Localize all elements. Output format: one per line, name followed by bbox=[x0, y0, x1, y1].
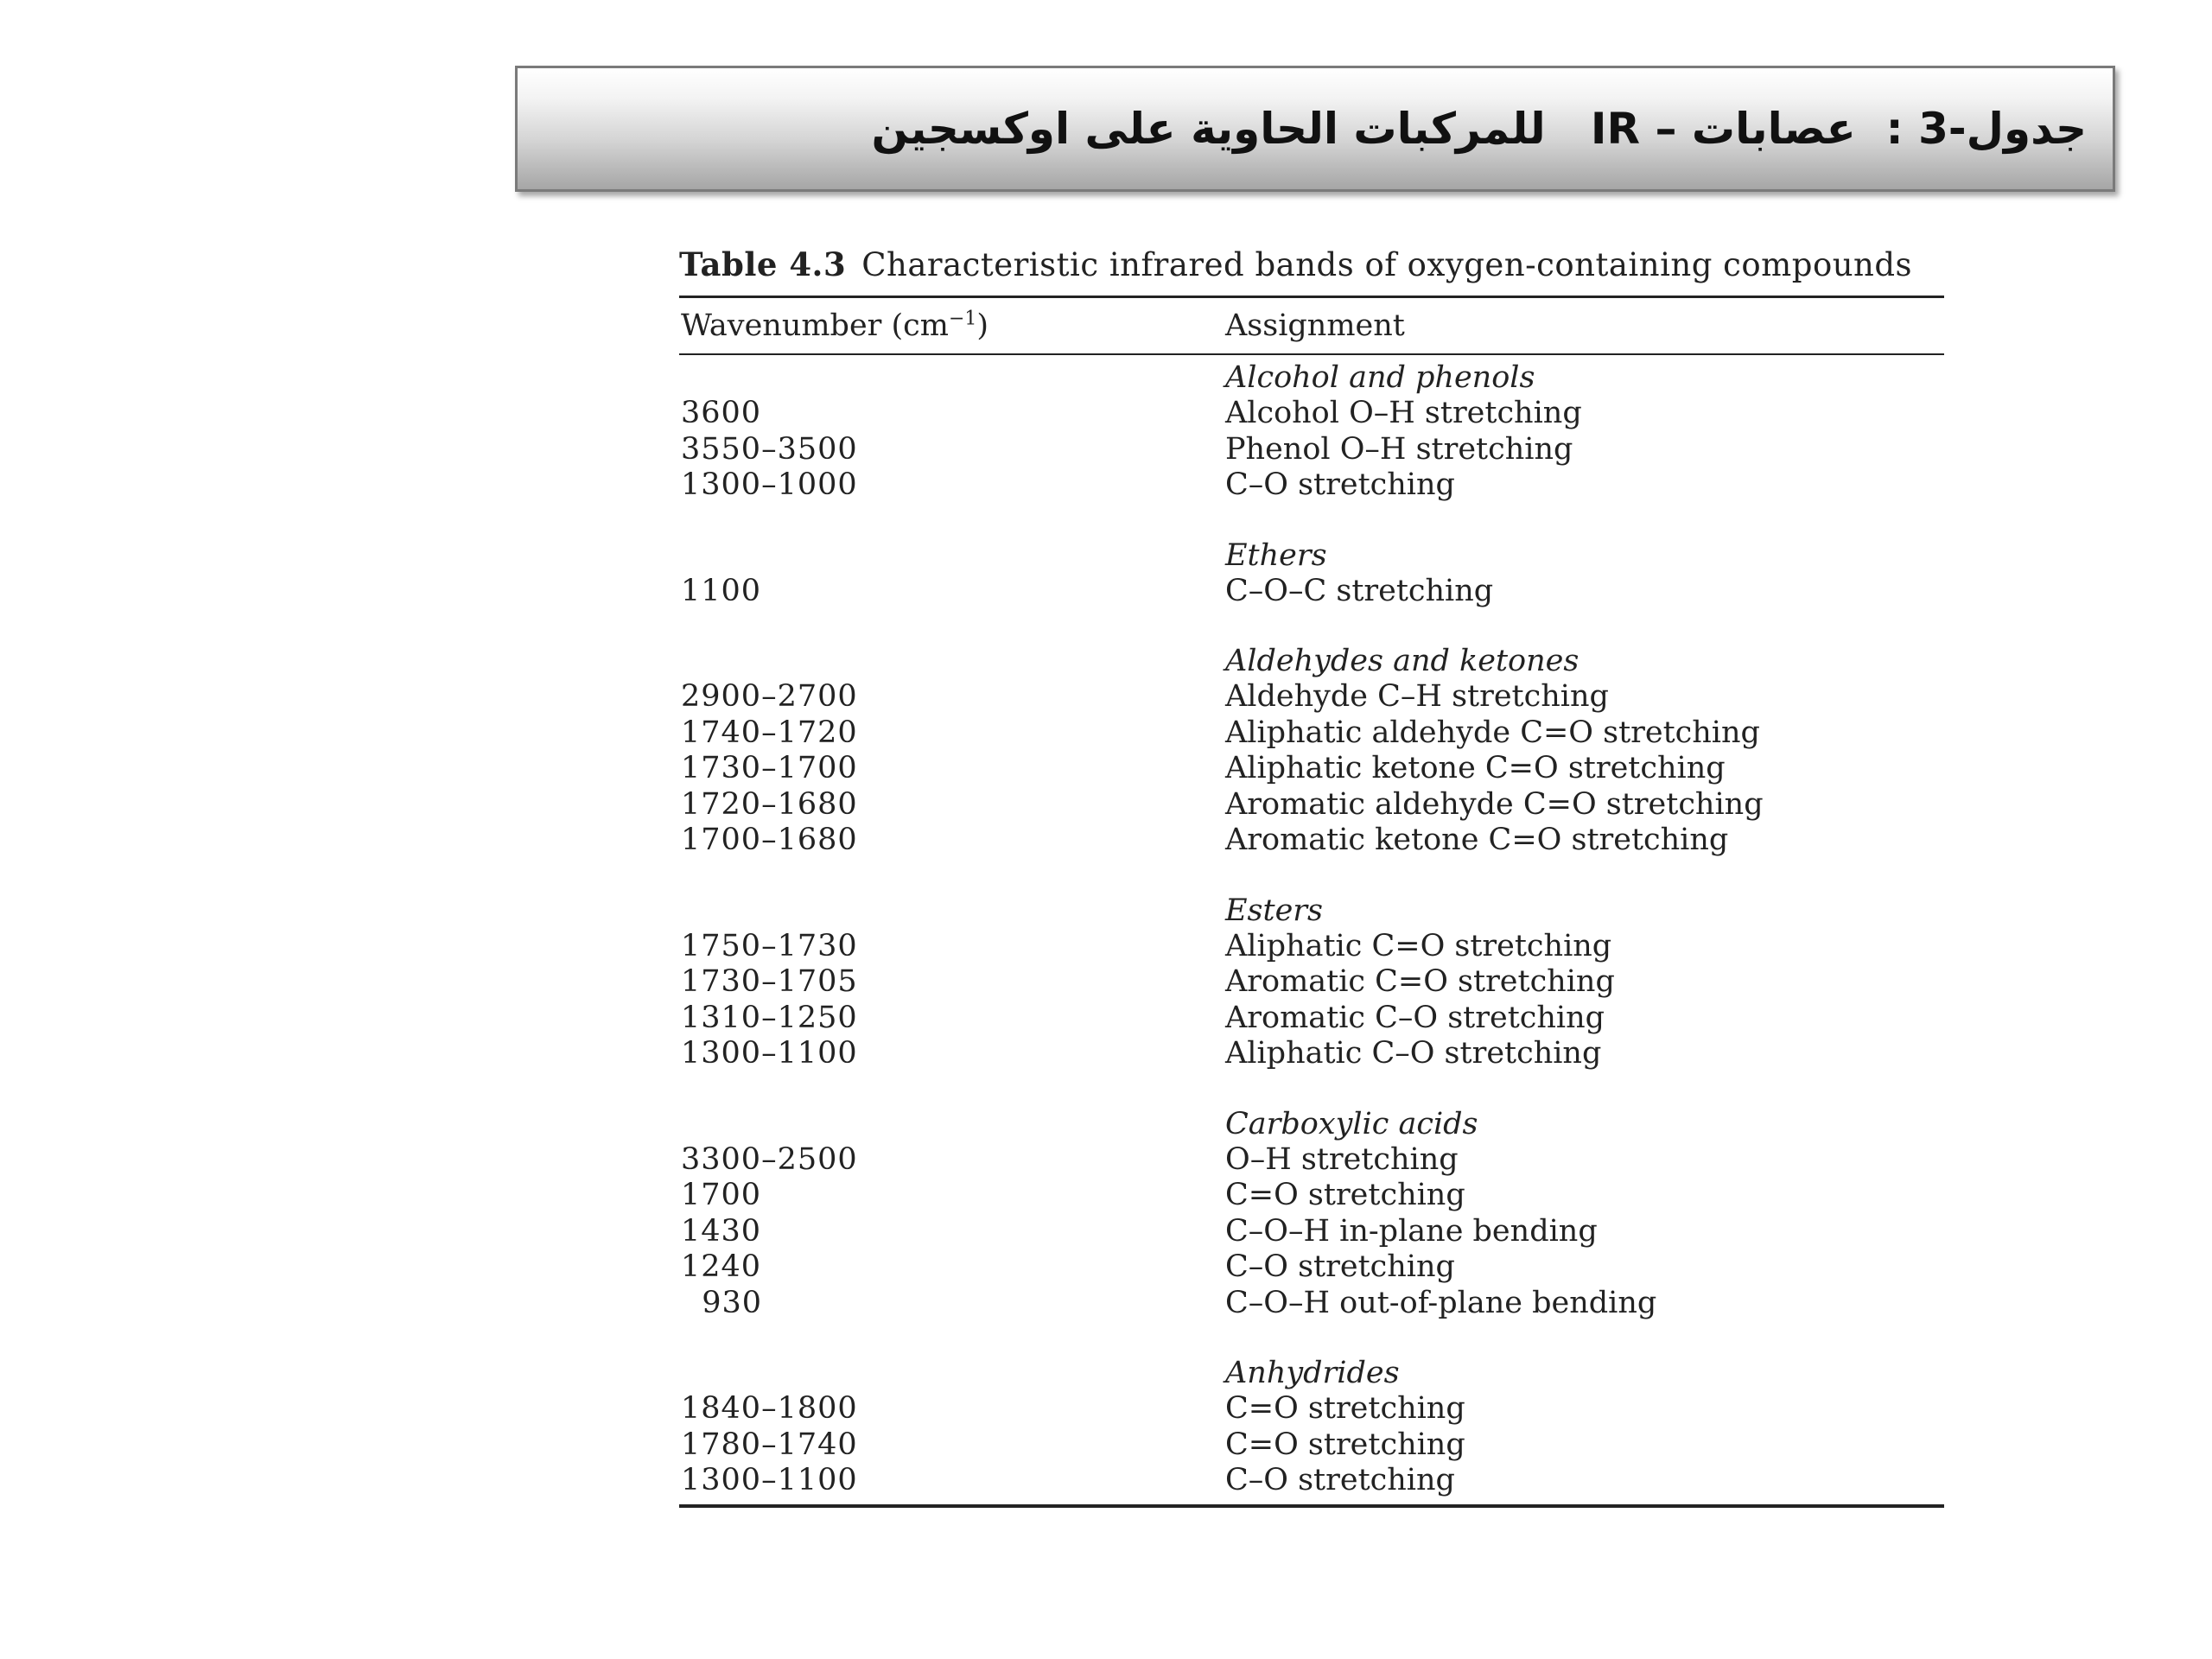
table-row bbox=[679, 964, 1944, 1001]
assignment-cell: Aromatic C=O stretching bbox=[1225, 964, 1615, 999]
group-title: Esters bbox=[1225, 893, 1323, 928]
assignment-cell: Phenol O–H stretching bbox=[1225, 431, 1573, 467]
wavenumber-cell: 3600 bbox=[681, 396, 762, 430]
group-title: Ethers bbox=[1225, 537, 1327, 573]
assignment-cell: O–H stretching bbox=[1225, 1141, 1459, 1177]
table-row bbox=[679, 1391, 1944, 1427]
wavenumber-cell: 3300–2500 bbox=[681, 1141, 858, 1177]
table-group bbox=[679, 1356, 1944, 1499]
ir-table-figure bbox=[679, 246, 1944, 1508]
table-header-rule bbox=[679, 353, 1944, 355]
table-header-row bbox=[679, 298, 1944, 353]
table-group bbox=[679, 644, 1944, 859]
assignment-cell: C–O–H in-plane bending bbox=[1225, 1213, 1598, 1249]
table-row bbox=[679, 715, 1944, 752]
assignment-cell: Aliphatic ketone C=O stretching bbox=[1225, 751, 1726, 785]
assignment-cell: C=O stretching bbox=[1225, 1178, 1465, 1212]
wavenumber-cell: 1740–1720 bbox=[681, 715, 858, 750]
table-row bbox=[679, 823, 1944, 859]
wavenumber-cell: 1730–1705 bbox=[681, 964, 858, 999]
wavenumber-cell: 1700 bbox=[681, 1178, 762, 1212]
group-title: Carboxylic acids bbox=[1225, 1106, 1478, 1141]
table-caption-text: Characteristic infrared bands of oxygen-containing compounds bbox=[861, 246, 1913, 283]
group-title: Anhydrides bbox=[1225, 1356, 1400, 1390]
wavenumber-cell: 1720–1680 bbox=[681, 786, 858, 822]
table-row bbox=[679, 467, 1944, 504]
table-caption-label: Table 4.3 bbox=[679, 245, 847, 283]
table-row bbox=[679, 1036, 1944, 1072]
wavenumber-cell: 1300–1000 bbox=[681, 467, 858, 502]
assignment-cell: C–O stretching bbox=[1225, 1249, 1455, 1284]
assignment-cell: Aldehyde C–H stretching bbox=[1225, 679, 1609, 714]
table-group bbox=[679, 360, 1944, 504]
assignment-cell: C–O–C stretching bbox=[1225, 573, 1494, 608]
wavenumber-cell: 1300–1100 bbox=[681, 1463, 858, 1497]
slide-title-banner bbox=[515, 66, 2115, 192]
wavenumber-cell: 1780–1740 bbox=[681, 1427, 858, 1462]
slide-title: جدول-3 : عصابات – IR للمركبات الحاوية على اوكسجين bbox=[871, 104, 2087, 154]
assignment-cell: Aliphatic C=O stretching bbox=[1225, 928, 1612, 963]
table-body bbox=[679, 360, 1944, 1499]
table-row bbox=[679, 1214, 1944, 1250]
assignment-cell: Alcohol O–H stretching bbox=[1225, 396, 1582, 430]
wavenumber-cell: 1730–1700 bbox=[681, 751, 858, 785]
table-row bbox=[679, 1001, 1944, 1037]
table-row bbox=[679, 432, 1944, 468]
table-group bbox=[679, 1107, 1944, 1322]
column-header-wavenumber: Wavenumber $(cm^{-1})$ bbox=[681, 308, 989, 343]
assignment-cell: Aromatic ketone C=O stretching bbox=[1225, 823, 1729, 857]
table-row bbox=[679, 929, 1944, 965]
wavenumber-cell: 2900–2700 bbox=[681, 679, 858, 714]
table-row bbox=[679, 679, 1944, 715]
assignment-cell: C=O stretching bbox=[1225, 1427, 1465, 1462]
wavenumber-cell: 1100 bbox=[681, 573, 762, 608]
assignment-cell: Aromatic aldehyde C=O stretching bbox=[1225, 786, 1764, 822]
table-row bbox=[679, 1142, 1944, 1179]
table-bottom-rule bbox=[679, 1504, 1944, 1508]
wavenumber-cell: 1750–1730 bbox=[681, 928, 858, 963]
table-group bbox=[679, 893, 1944, 1072]
assignment-cell: C–O stretching bbox=[1225, 1463, 1455, 1497]
wavenumber-cell: 1240 bbox=[681, 1249, 762, 1284]
table-row bbox=[679, 1249, 1944, 1286]
wavenumber-cell: 1300–1100 bbox=[681, 1036, 858, 1071]
table-row bbox=[679, 787, 1944, 823]
wavenumber-cell: 3550–3500 bbox=[681, 431, 858, 467]
wavenumber-cell: 1840–1800 bbox=[681, 1391, 858, 1426]
group-title: Alcohol and phenols bbox=[1225, 360, 1535, 395]
assignment-cell: C–O–H out-of-plane bending bbox=[1225, 1285, 1657, 1320]
table-row bbox=[679, 1463, 1944, 1499]
wavenumber-cell: 1430 bbox=[681, 1213, 762, 1249]
wavenumber-cell: 1310–1250 bbox=[681, 1000, 858, 1035]
wavenumber-cell: 1700–1680 bbox=[681, 823, 858, 857]
table-row bbox=[679, 574, 1944, 610]
assignment-cell: C=O stretching bbox=[1225, 1391, 1465, 1426]
table-row bbox=[679, 1178, 1944, 1214]
group-title: Aldehydes and ketones bbox=[1225, 644, 1580, 678]
assignment-cell: C–O stretching bbox=[1225, 467, 1455, 502]
table-group bbox=[679, 538, 1944, 610]
column-header-assignment: Assignment bbox=[1225, 308, 1405, 343]
table-row bbox=[679, 1286, 1944, 1322]
table-row bbox=[679, 751, 1944, 787]
table-caption bbox=[679, 246, 1944, 283]
assignment-cell: Aliphatic aldehyde C=O stretching bbox=[1225, 715, 1760, 750]
wavenumber-cell: 930 bbox=[681, 1285, 763, 1320]
table-row bbox=[679, 396, 1944, 432]
table-row bbox=[679, 1427, 1944, 1464]
assignment-cell: Aromatic C–O stretching bbox=[1225, 1000, 1605, 1035]
assignment-cell: Aliphatic C–O stretching bbox=[1225, 1036, 1602, 1071]
